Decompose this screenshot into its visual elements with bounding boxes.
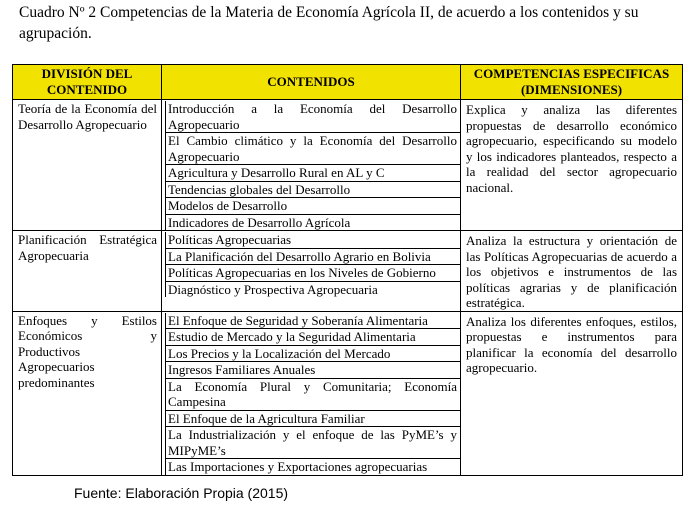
table-caption: Cuadro Nº 2 Competencias de la Materia de Economía Agrícola II, de acuerdo a los contenidos y su agrupación.: [19, 4, 639, 42]
competencia-cell: [461, 231, 683, 312]
contenido-item: Las Importaciones y Exportaciones agropecuarias: [165, 459, 460, 475]
competencia-text: Analiza los diferentes enfoques, estilos, propuestas e instrumentos para planificar la economía del desarrollo agropecuario.: [466, 313, 677, 375]
division-cell: [13, 100, 162, 231]
header-contenidos: CONTENIDOS: [162, 65, 461, 100]
contenido-item: El Enfoque de Seguridad y Soberanía Alimentaria: [165, 313, 460, 330]
contenido-item: La Economía Plural y Comunitaria; Economía Campesina: [165, 379, 460, 411]
contenido-item: Los Precios y la Localización del Mercado: [165, 346, 460, 363]
table-header-row: [13, 65, 683, 100]
contenido-item: Indicadores de Desarrollo Agrícola: [165, 215, 460, 231]
contenido-item: Ingresos Familiares Anuales: [165, 362, 460, 379]
contenido-item: Tendencias globales del Desarrollo: [165, 182, 460, 199]
division-text: Enfoques y Estilos Económicos y Productivos Agropecuarios predominantes: [18, 312, 157, 390]
competencia-text: Explica y analiza las diferentes propuestas de desarrollo económico agropecuario, especificando su modelo y los indicadores planteados, respecto a la realidad del sector agropecuario nacional.: [466, 102, 677, 195]
contenido-item: Modelos de Desarrollo: [165, 198, 460, 215]
division-cell: [13, 311, 162, 475]
contenidos-cell: [162, 311, 461, 475]
contenido-item: El Enfoque de la Agricultura Familiar: [165, 411, 460, 428]
source-note: Fuente: Elaboración Propia (2015): [74, 485, 289, 501]
contenido-item: Diagnóstico y Prospectiva Agropecuaria: [165, 282, 460, 298]
contenido-item: La Planificación del Desarrollo Agrario en Bolivia: [165, 249, 460, 266]
contenido-item: Políticas Agropecuarias en los Niveles de Gobierno: [165, 265, 460, 282]
competencias-table: [12, 64, 683, 476]
header-division: DIVISIÓN DEL CONTENIDO: [13, 65, 162, 100]
competencia-text: Analiza la estructura y orientación de las Políticas Agropecuarias de acuerdo a los objetivos e instrumentos de las políticas agrarias y de planificación estratégica.: [466, 233, 677, 310]
table-row: [13, 311, 683, 475]
contenidos-cell: [162, 100, 461, 231]
contenidos-cell: [162, 231, 461, 312]
contenido-item: Políticas Agropecuarias: [165, 232, 460, 249]
table-row: [13, 100, 683, 231]
contenido-item: La Industrialización y el enfoque de las PyME’s y MIPyME’s: [165, 427, 460, 459]
division-text: Planificación Estratégica Agropecuaria: [18, 232, 157, 263]
division-cell: [13, 231, 162, 312]
contenido-item: Introducción a la Economía del Desarrollo Agropecuario: [165, 101, 460, 133]
header-competencias: COMPETENCIAS ESPECIFICAS (DIMENSIONES): [461, 65, 683, 100]
division-text: Teoría de la Economía del Desarrollo Agropecuario: [18, 101, 157, 132]
contenido-item: Agricultura y Desarrollo Rural en AL y C: [165, 165, 460, 182]
table-row: [13, 231, 683, 312]
contenido-item: El Cambio climático y la Economía del Desarrollo Agropecuario: [165, 133, 460, 165]
contenido-item: Estudio de Mercado y la Seguridad Alimentaria: [165, 329, 460, 346]
competencia-cell: [461, 100, 683, 231]
competencia-cell: [461, 311, 683, 475]
